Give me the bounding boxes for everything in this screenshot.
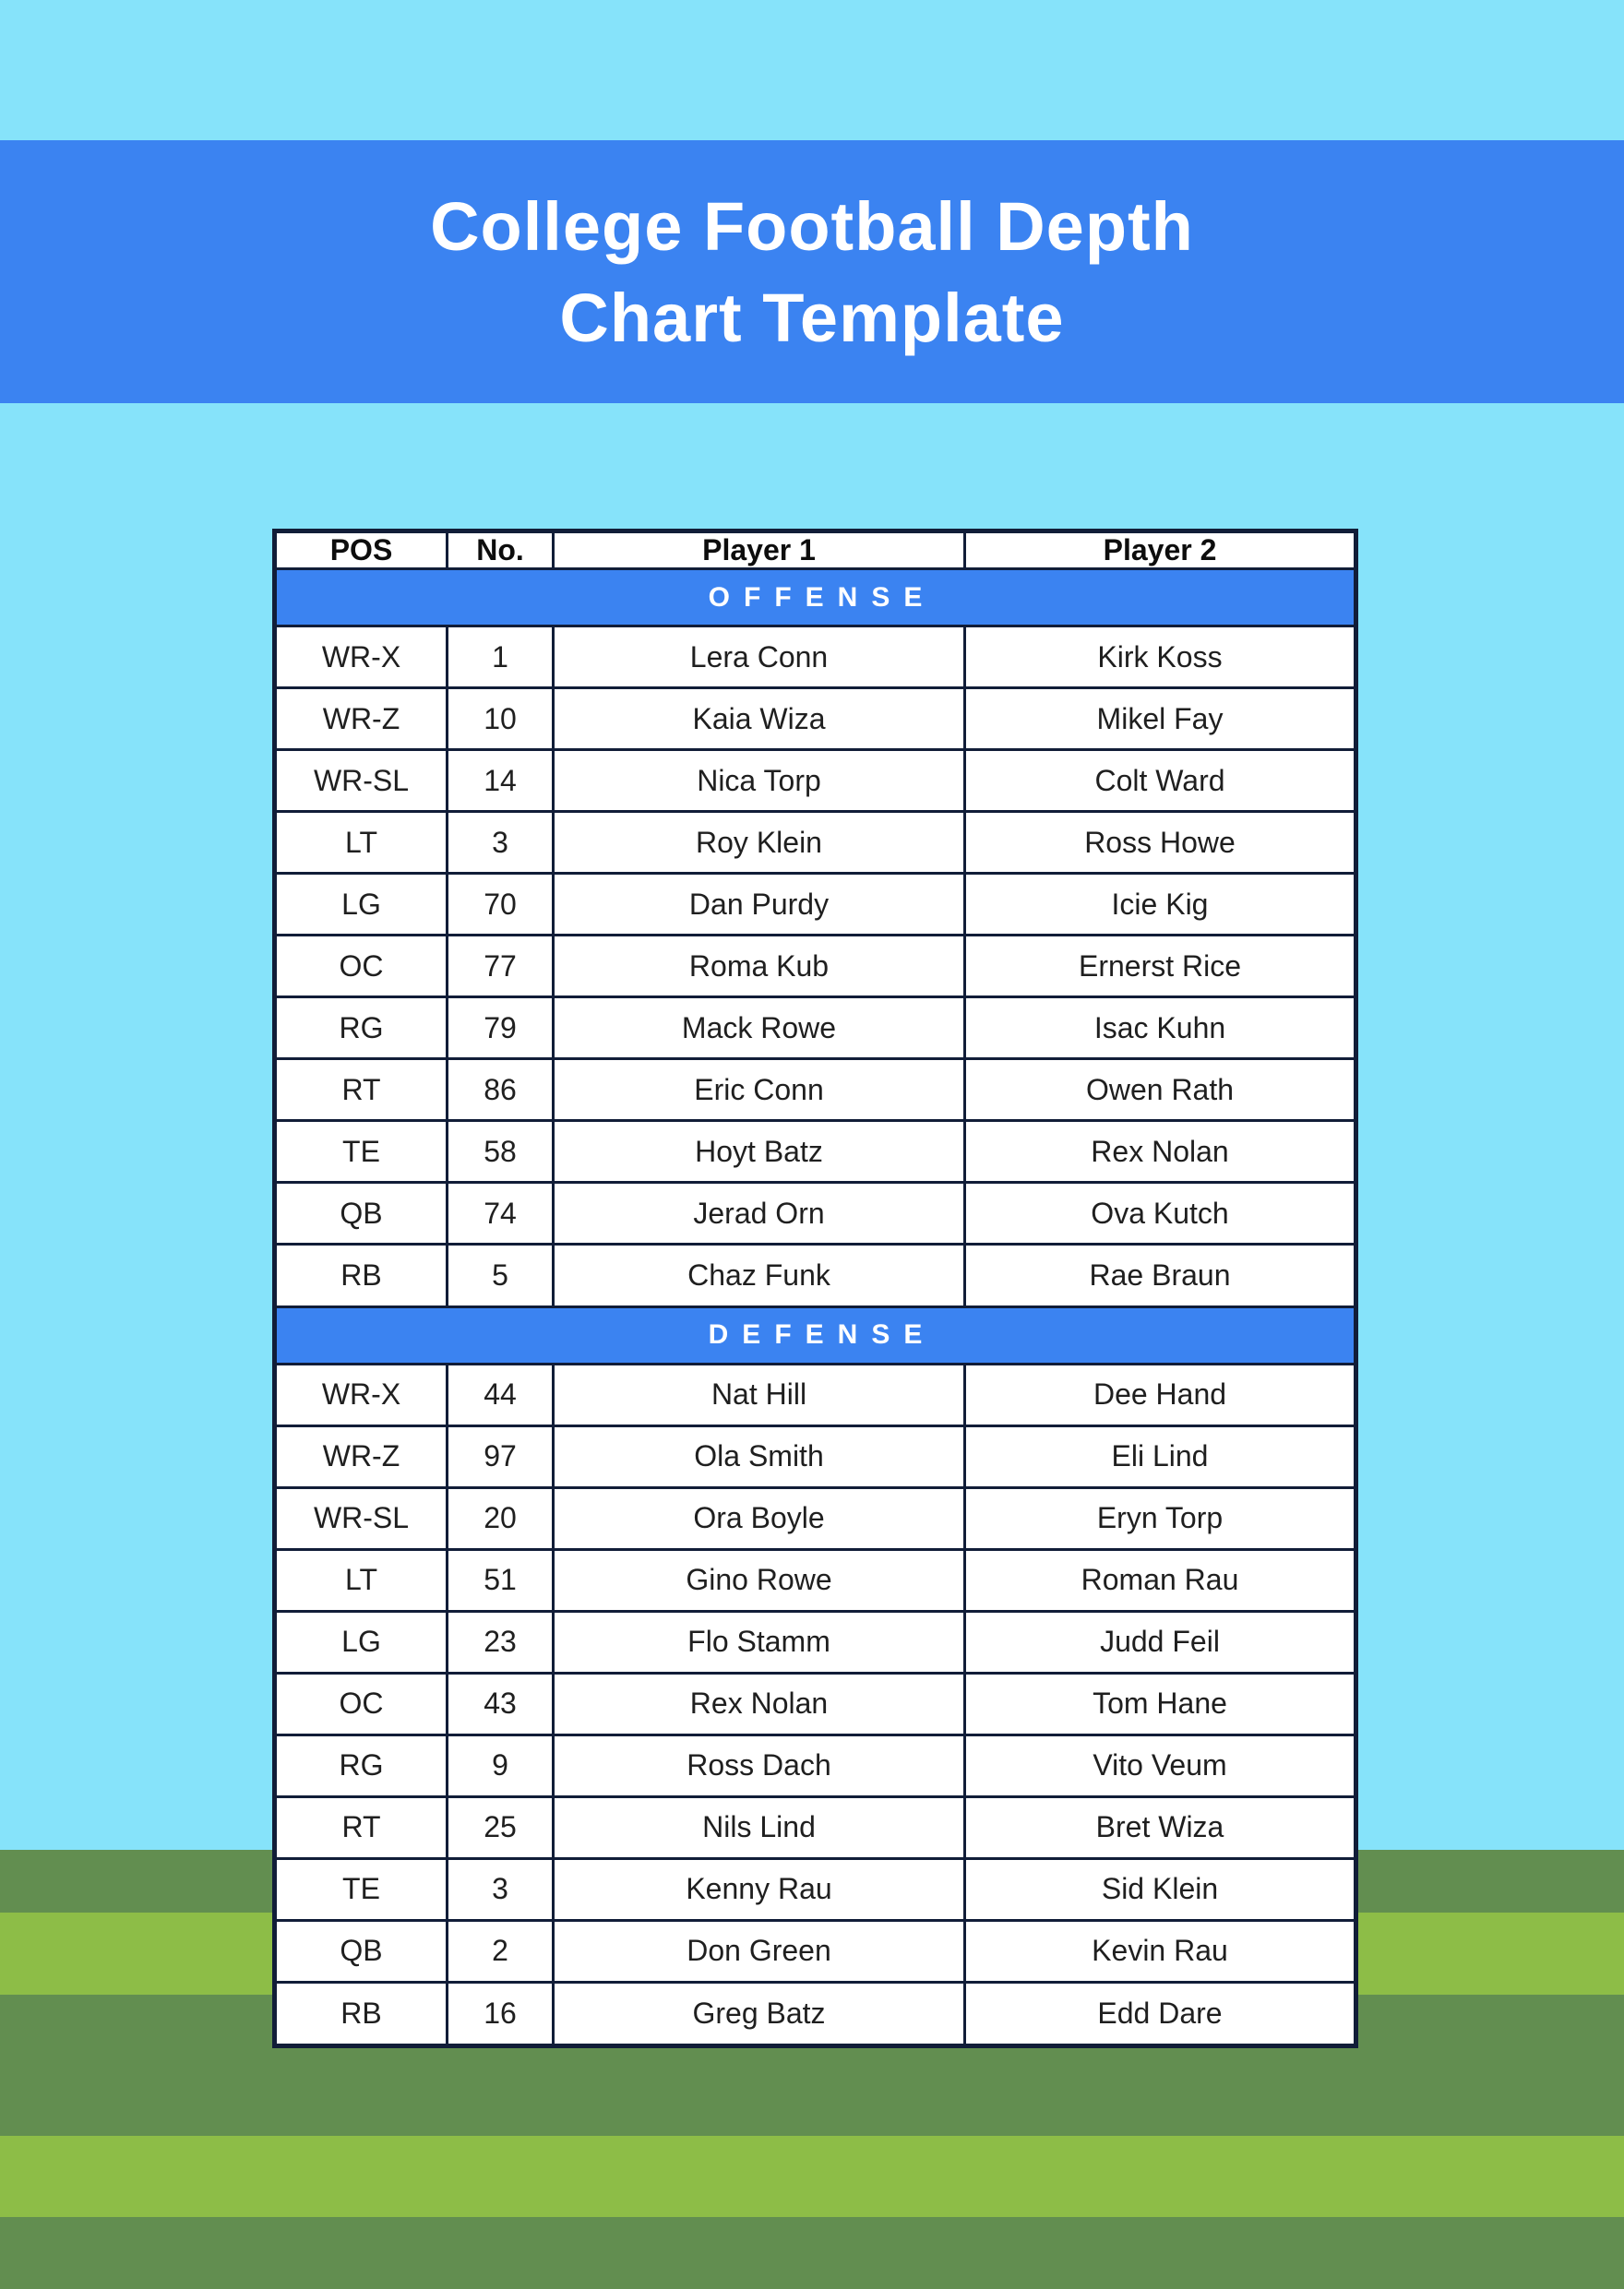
number-cell: 2 bbox=[448, 1920, 554, 1982]
pos-cell: LG bbox=[275, 874, 448, 936]
table-row bbox=[275, 1796, 1356, 1858]
pos-cell: WR-X bbox=[275, 626, 448, 688]
section-row bbox=[275, 1306, 1356, 1364]
player1-cell: Ora Boyle bbox=[554, 1487, 965, 1549]
table-row bbox=[275, 936, 1356, 997]
player1-cell: Hoyt Batz bbox=[554, 1121, 965, 1183]
player2-cell: Vito Veum bbox=[965, 1735, 1356, 1796]
table-row bbox=[275, 1059, 1356, 1121]
number-cell: 20 bbox=[448, 1487, 554, 1549]
player1-cell: Rex Nolan bbox=[554, 1673, 965, 1735]
player1-cell: Jerad Orn bbox=[554, 1183, 965, 1245]
player2-cell: Owen Rath bbox=[965, 1059, 1356, 1121]
page-title-line2: Chart Template bbox=[559, 279, 1065, 356]
number-cell: 86 bbox=[448, 1059, 554, 1121]
number-cell: 3 bbox=[448, 1858, 554, 1920]
player2-cell: Kirk Koss bbox=[965, 626, 1356, 688]
table-row bbox=[275, 1364, 1356, 1425]
depth-chart-table bbox=[272, 529, 1358, 2048]
section-label-offense: OFFENSE bbox=[275, 569, 1356, 626]
player1-cell: Nica Torp bbox=[554, 750, 965, 812]
pos-cell: TE bbox=[275, 1858, 448, 1920]
player1-cell: Kaia Wiza bbox=[554, 688, 965, 750]
pos-cell: LG bbox=[275, 1611, 448, 1673]
player2-cell: Isac Kuhn bbox=[965, 997, 1356, 1059]
number-cell: 77 bbox=[448, 936, 554, 997]
pos-cell: RB bbox=[275, 1245, 448, 1306]
table-row bbox=[275, 1183, 1356, 1245]
player1-cell: Flo Stamm bbox=[554, 1611, 965, 1673]
table-row bbox=[275, 1920, 1356, 1982]
table-row bbox=[275, 1858, 1356, 1920]
table-row bbox=[275, 1673, 1356, 1735]
player2-cell: Roman Rau bbox=[965, 1549, 1356, 1611]
player1-cell: Lera Conn bbox=[554, 626, 965, 688]
player2-cell: Tom Hane bbox=[965, 1673, 1356, 1735]
pos-cell: RT bbox=[275, 1059, 448, 1121]
pos-cell: LT bbox=[275, 1549, 448, 1611]
table-row bbox=[275, 1549, 1356, 1611]
pos-cell: QB bbox=[275, 1183, 448, 1245]
pos-cell: WR-Z bbox=[275, 1425, 448, 1487]
table-row bbox=[275, 1983, 1356, 2046]
player1-cell: Don Green bbox=[554, 1920, 965, 1982]
pos-cell: RG bbox=[275, 1735, 448, 1796]
player1-cell: Gino Rowe bbox=[554, 1549, 965, 1611]
player2-cell: Rex Nolan bbox=[965, 1121, 1356, 1183]
player2-cell: Rae Braun bbox=[965, 1245, 1356, 1306]
player2-cell: Icie Kig bbox=[965, 874, 1356, 936]
player1-cell: Nat Hill bbox=[554, 1364, 965, 1425]
pos-cell: LT bbox=[275, 812, 448, 874]
number-cell: 97 bbox=[448, 1425, 554, 1487]
player2-cell: Eli Lind bbox=[965, 1425, 1356, 1487]
player2-cell: Ova Kutch bbox=[965, 1183, 1356, 1245]
page-title-line1: College Football Depth bbox=[430, 187, 1194, 265]
player1-cell: Nils Lind bbox=[554, 1796, 965, 1858]
player2-cell: Bret Wiza bbox=[965, 1796, 1356, 1858]
number-cell: 74 bbox=[448, 1183, 554, 1245]
pos-cell: OC bbox=[275, 936, 448, 997]
table-row bbox=[275, 1487, 1356, 1549]
number-cell: 14 bbox=[448, 750, 554, 812]
player2-cell: Mikel Fay bbox=[965, 688, 1356, 750]
pos-cell: OC bbox=[275, 1673, 448, 1735]
player2-cell: Ernerst Rice bbox=[965, 936, 1356, 997]
pos-cell: RB bbox=[275, 1983, 448, 2046]
pos-cell: TE bbox=[275, 1121, 448, 1183]
header-number: No. bbox=[448, 531, 554, 569]
player1-cell: Roma Kub bbox=[554, 936, 965, 997]
player2-cell: Colt Ward bbox=[965, 750, 1356, 812]
player2-cell: Dee Hand bbox=[965, 1364, 1356, 1425]
number-cell: 9 bbox=[448, 1735, 554, 1796]
header-pos: POS bbox=[275, 531, 448, 569]
table-header-row bbox=[275, 531, 1356, 569]
table-row bbox=[275, 626, 1356, 688]
number-cell: 43 bbox=[448, 1673, 554, 1735]
table-row bbox=[275, 1245, 1356, 1306]
player1-cell: Eric Conn bbox=[554, 1059, 965, 1121]
number-cell: 16 bbox=[448, 1983, 554, 2046]
field-light-stripe-2 bbox=[0, 2136, 1624, 2217]
table-row bbox=[275, 688, 1356, 750]
number-cell: 79 bbox=[448, 997, 554, 1059]
player1-cell: Greg Batz bbox=[554, 1983, 965, 2046]
pos-cell: RT bbox=[275, 1796, 448, 1858]
player1-cell: Ola Smith bbox=[554, 1425, 965, 1487]
number-cell: 58 bbox=[448, 1121, 554, 1183]
player1-cell: Roy Klein bbox=[554, 812, 965, 874]
header-player2: Player 2 bbox=[965, 531, 1356, 569]
number-cell: 51 bbox=[448, 1549, 554, 1611]
pos-cell: WR-SL bbox=[275, 750, 448, 812]
table-body bbox=[275, 569, 1356, 2046]
number-cell: 10 bbox=[448, 688, 554, 750]
player2-cell: Ross Howe bbox=[965, 812, 1356, 874]
player1-cell: Ross Dach bbox=[554, 1735, 965, 1796]
section-label-defense: DEFENSE bbox=[275, 1306, 1356, 1364]
player2-cell: Kevin Rau bbox=[965, 1920, 1356, 1982]
title-band bbox=[0, 140, 1624, 403]
number-cell: 44 bbox=[448, 1364, 554, 1425]
player1-cell: Kenny Rau bbox=[554, 1858, 965, 1920]
number-cell: 25 bbox=[448, 1796, 554, 1858]
player2-cell: Edd Dare bbox=[965, 1983, 1356, 2046]
number-cell: 5 bbox=[448, 1245, 554, 1306]
player2-cell: Judd Feil bbox=[965, 1611, 1356, 1673]
table-row bbox=[275, 750, 1356, 812]
pos-cell: WR-X bbox=[275, 1364, 448, 1425]
number-cell: 3 bbox=[448, 812, 554, 874]
pos-cell: WR-Z bbox=[275, 688, 448, 750]
number-cell: 23 bbox=[448, 1611, 554, 1673]
table-row bbox=[275, 1425, 1356, 1487]
table-row bbox=[275, 812, 1356, 874]
player1-cell: Chaz Funk bbox=[554, 1245, 965, 1306]
number-cell: 70 bbox=[448, 874, 554, 936]
pos-cell: RG bbox=[275, 997, 448, 1059]
header-player1: Player 1 bbox=[554, 531, 965, 569]
table-row bbox=[275, 1735, 1356, 1796]
pos-cell: QB bbox=[275, 1920, 448, 1982]
player1-cell: Mack Rowe bbox=[554, 997, 965, 1059]
table-row bbox=[275, 1121, 1356, 1183]
table-row bbox=[275, 874, 1356, 936]
player2-cell: Eryn Torp bbox=[965, 1487, 1356, 1549]
section-row bbox=[275, 569, 1356, 626]
number-cell: 1 bbox=[448, 626, 554, 688]
table-row bbox=[275, 997, 1356, 1059]
table-row bbox=[275, 1611, 1356, 1673]
player2-cell: Sid Klein bbox=[965, 1858, 1356, 1920]
pos-cell: WR-SL bbox=[275, 1487, 448, 1549]
player1-cell: Dan Purdy bbox=[554, 874, 965, 936]
